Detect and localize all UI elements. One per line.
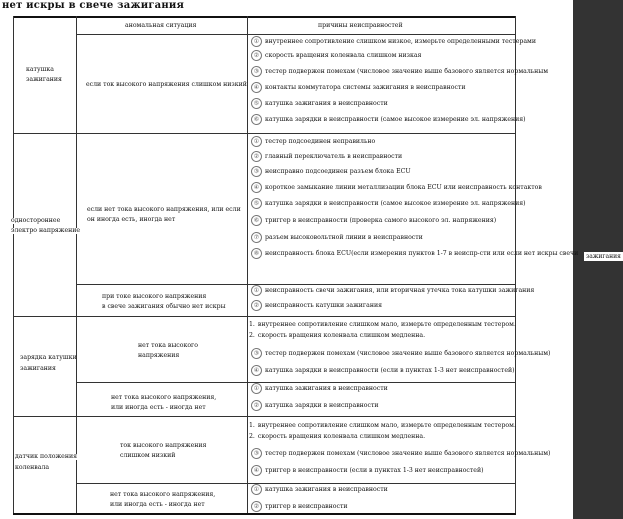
- table-border-left: [13, 16, 14, 514]
- cause-text: катушка зажигания в неисправности: [265, 99, 388, 107]
- cause-item: [251, 165, 411, 177]
- cause-text: катушка зажигания в неисправности: [265, 485, 388, 493]
- cause-text: тестер подсоединен неправильно: [265, 137, 376, 145]
- cause-item: [251, 49, 421, 61]
- cause-item: [249, 430, 425, 442]
- cause-number-marker: ④: [251, 465, 262, 476]
- cause-number-marker: ④: [251, 182, 262, 193]
- cause-item: [249, 329, 425, 341]
- cause-text: неисправность свечи зажигания, или вторичная утечка тока катушки зажигания: [265, 286, 535, 294]
- situation-text: в свече зажигания обычно нет искры: [102, 303, 226, 310]
- cause-item: [251, 500, 348, 512]
- cause-item: [251, 135, 375, 147]
- cause-number-marker: ⑧: [251, 248, 262, 259]
- situation-text: если нет тока высокого напряжения, или если: [87, 206, 241, 213]
- cause-number-marker: ①: [251, 285, 262, 296]
- cause-text: неисправность блока ECU(если измерения пунктов 1-7 в неиспр-сти или если нет искры свечи: [265, 249, 579, 257]
- cause-text: катушка зарядки в неисправности (самое высокое измерение эл. напряжения): [265, 199, 526, 207]
- situation-text: слишком низкий: [120, 452, 176, 459]
- cause-item: [251, 181, 542, 193]
- cause-item: [251, 284, 534, 296]
- cause-text: скорость вращения коленвала слишком медленна.: [257, 331, 426, 339]
- cause-text: внутреннее сопротивление слишком низкое, измерьте определенными тестерами: [265, 37, 536, 45]
- group-separator-2: [13, 316, 516, 317]
- cause-text: неисправность катушки зажигания: [265, 301, 382, 309]
- cause-item: [251, 81, 465, 93]
- cause-item: [251, 150, 402, 162]
- header-situation: аномальная ситуация: [125, 22, 197, 29]
- situation-text: нет тока высокого напряжения,: [111, 394, 217, 401]
- cause-item: [251, 65, 548, 77]
- cause-item: [251, 364, 515, 376]
- group-separator-3: [13, 416, 516, 417]
- cause-text: контакты коммутатора системы зажигания в неисправности: [265, 83, 466, 91]
- cause-text: тестер подвержен помехам (числовое значение выше базового является нормальным: [265, 67, 549, 75]
- cause-text: разъем высоковольтной линии в неисправности: [265, 233, 423, 241]
- cause-number-marker: ①: [251, 36, 262, 47]
- cause-number-marker: ①: [251, 136, 262, 147]
- cause-number-marker: ④: [251, 82, 262, 93]
- cause-number-marker: ④: [251, 365, 262, 376]
- cause-item: [251, 35, 536, 47]
- cause-text: триггер в неисправности (проверка самого высокого эл. напряжения): [265, 216, 497, 224]
- cause-number-marker: ③: [251, 166, 262, 177]
- cause-number-marker: 1.: [249, 320, 255, 328]
- cause-item: [251, 347, 550, 359]
- cause-text: триггер в неисправности (если в пунктах 1-3 нет неисправностей): [265, 466, 484, 474]
- cause-item: [251, 483, 388, 495]
- cause-number-marker: ②: [251, 151, 262, 162]
- cause-text: катушка зарядки в неисправности: [265, 401, 379, 409]
- cause-text: скорость вращения коленвала слишком медленна.: [257, 432, 426, 440]
- cause-text: катушка зарядки в неисправности (если в пунктах 1-3 нет неисправностей): [265, 366, 515, 374]
- cause-number-marker: 2.: [249, 432, 255, 440]
- situation-text: при токе высокого напряжения: [102, 293, 207, 300]
- category-label: зажигания: [20, 365, 56, 372]
- cause-text: внутреннее сопротивление слишком мало, измерьте определенным тестером.: [257, 421, 516, 429]
- cause-text: скорость вращения коленвала слишком низкая: [265, 51, 422, 59]
- cause-item: [251, 113, 526, 125]
- cause-text: тестер подвержен помехам (числовое значение выше базового является нормальным): [265, 349, 551, 357]
- category-label: одностороннее: [11, 217, 61, 224]
- cause-item: [251, 399, 379, 411]
- table-border-bottom: [13, 513, 516, 515]
- cause-number-marker: ⑥: [251, 114, 262, 125]
- cause-number-marker: ②: [251, 300, 262, 311]
- cause-number-marker: 2.: [249, 331, 255, 339]
- table-border-top: [13, 16, 516, 18]
- cause-number-marker: ③: [251, 66, 262, 77]
- cause-text: внутреннее сопротивление слишком мало, измерьте определенным тестером.: [257, 320, 516, 328]
- cause-item: [251, 464, 484, 476]
- cause-item: [251, 447, 550, 459]
- table-border-right: [515, 16, 516, 513]
- cause-number-marker: ①: [251, 484, 262, 495]
- situation-text: нет тока высокого: [138, 342, 199, 349]
- cause-text: катушка зарядки в неисправности (самое высокое измерение эл. напряжения): [265, 115, 526, 123]
- cause-item: [251, 97, 388, 109]
- cause-item: [251, 214, 496, 226]
- cause-number-marker: 1.: [249, 421, 255, 429]
- situation-text: или иногда есть - иногда нет: [111, 404, 206, 411]
- cause-item: [251, 197, 526, 209]
- overflow-text: зажигания: [586, 253, 621, 260]
- situation-text: ток высокого напряжения: [120, 442, 207, 449]
- cause-number-marker: ①: [251, 383, 262, 394]
- situation-text: или иногда есть - иногда нет: [110, 501, 205, 508]
- category-label: датчик положения: [15, 453, 77, 460]
- situation-text: если ток высокого напряжения слишком низкий: [86, 81, 247, 88]
- category-label: зажигания: [26, 76, 62, 83]
- cause-text: тестер подвержен помехам (числовое значение выше базового является нормальным): [265, 449, 551, 457]
- category-label: электро напряжение: [11, 227, 81, 234]
- situation-text: нет тока высокого напряжения,: [110, 491, 216, 498]
- cause-item: [251, 382, 388, 394]
- cause-item: [251, 231, 423, 243]
- cause-number-marker: ⑤: [251, 198, 262, 209]
- group-separator-1: [13, 133, 516, 134]
- cause-number-marker: ③: [251, 348, 262, 359]
- cause-number-marker: ②: [251, 50, 262, 61]
- category-label: зарядка катушки: [20, 354, 77, 361]
- page-title: нет искры в свече зажигания: [2, 0, 185, 11]
- cause-number-marker: ⑤: [251, 98, 262, 109]
- cause-text: главный переключатель в неисправности: [265, 152, 403, 160]
- cause-number-marker: ⑥: [251, 215, 262, 226]
- cause-number-marker: ⑦: [251, 232, 262, 243]
- situation-text: он иногда есть, иногда нет: [87, 216, 176, 223]
- situation-text: напряжения: [138, 352, 180, 359]
- cause-number-marker: ②: [251, 400, 262, 411]
- col-divider-1: [76, 16, 77, 513]
- cause-text: катушка зажигания в неисправности: [265, 384, 388, 392]
- header-causes: причины неисправностей: [318, 22, 403, 29]
- category-label: коленвала: [15, 464, 50, 471]
- col-divider-2: [247, 16, 248, 513]
- cause-item: [251, 247, 578, 259]
- cause-text: короткое замыкание линии металлизации блока ECU или неисправность контактов: [265, 183, 542, 191]
- cause-text: триггер в неисправности: [265, 502, 348, 510]
- cause-text: неисправно подсоединен разъем блока ECU: [265, 167, 411, 175]
- category-label: катушка: [26, 66, 54, 73]
- cause-number-marker: ③: [251, 448, 262, 459]
- cause-number-marker: ②: [251, 501, 262, 512]
- cause-item: [251, 299, 382, 311]
